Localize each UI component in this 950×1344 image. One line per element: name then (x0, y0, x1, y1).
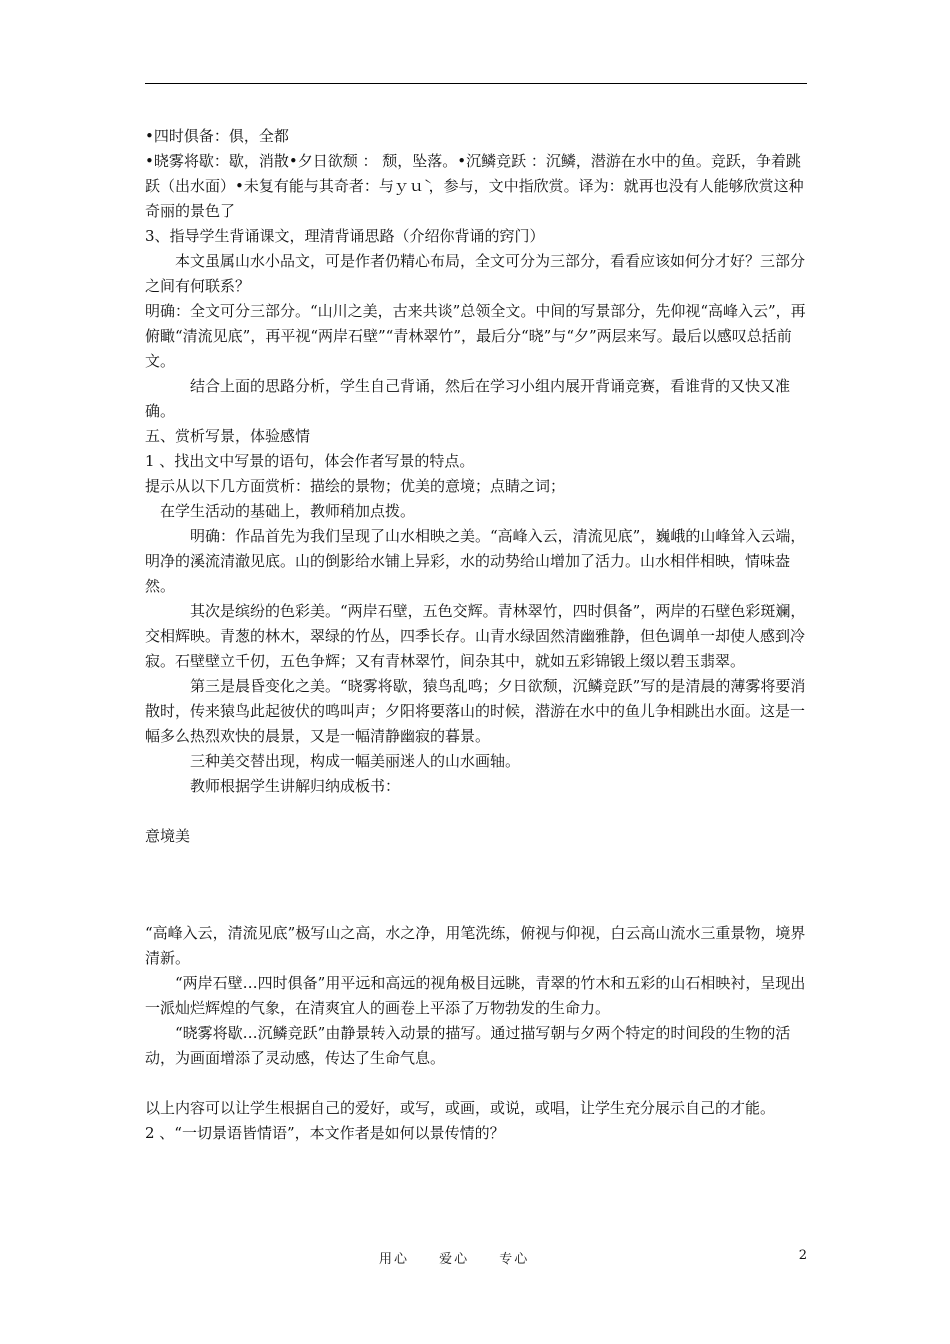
section-heading: 五、赏析写景，体验感情 (145, 427, 311, 445)
body-paragraph: 其次是缤纷的色彩美。“两岸石壁，五色交辉。青林翠竹，四时俱备”，两岸的石壁色彩斑斓，交相辉映。青葱的林木，翠绿的竹丛，四季长存。山青水绿固然清幽雅静，但色调单一却使人感到冷寂。石壁壁立千仞，五色争辉；又有青林翠竹，间杂其中，就如五彩锦锻上缀以碧玉翡翠。 (145, 602, 806, 670)
spacer (145, 849, 810, 921)
body-paragraph: 结合上面的思路分析，学生自己背诵，然后在学习小组内展开背诵竞赛，看谁背的又快又准确。 (145, 377, 791, 420)
body-paragraph: 第三是晨昏变化之美。“晓雾将歇，猿鸟乱鸣；夕日欲颓，沉鳞竞跃”写的是清晨的薄雾将要消散时，传来猿鸟此起彼伏的鸣叫声；夕阳将要落山的时候，潜游在水中的鱼儿争相跳出水面。这是一幅多么热烈欢快的晨景，又是一幅清静幽寂的暮景。 (145, 677, 806, 745)
page-number: 2 (798, 1248, 807, 1263)
note-line: •晓雾将歇：歇，消散•夕日欲颓 ： 颓，坠落。•沉鳞竞跃 ：沉鳞，潜游在水中的鱼。竞跃，争着跳跃（出水面）•未复有能与其奇者：与ｙｕ̀ ，参与，文中指欣赏。译为：就再也没有人能够欣赏这种奇丽的景色了 (145, 152, 804, 220)
note-line: •四时俱备：俱，全都 (145, 127, 289, 145)
board-label: 意境美 (145, 827, 191, 845)
section-heading: 3、指导学生背诵课文，理清背诵思路（介绍你背诵的窍门） (145, 227, 545, 245)
board-paragraph: “两岸石壁…四时俱备”用平远和高远的视角极目远眺，青翠的竹木和五彩的山石相映衬，呈现出一派灿烂辉煌的气象，在清爽宜人的画卷上平添了万物勃发的生命力。 (145, 974, 806, 1017)
spacer (145, 1071, 810, 1096)
section-heading: 1 、找出文中写景的语句，体会作者写景的特点。 (145, 452, 475, 470)
body-paragraph: 三种美交替出现，构成一幅美丽迷人的山水画轴。 (190, 752, 521, 770)
body-paragraph: 以上内容可以让学生根据自己的爱好，或写，或画，或说，或唱，让学生充分展示自己的才能。 (145, 1099, 776, 1117)
body-paragraph: 提示从以下几方面赏析：描绘的景物；优美的意境；点睛之词； (145, 477, 566, 495)
section-heading: 2 、“一切景语皆情语”，本文作者是如何以景传情的？ (145, 1124, 505, 1142)
board-paragraph: “高峰入云，清流见底”极写山之高，水之净，用笔洗练，俯视与仰视，白云高山流水三重景物，境界清新。 (145, 924, 806, 967)
spacer (145, 799, 810, 824)
footer-motto: 用心 爱心 专心 (379, 1252, 530, 1267)
body-paragraph: 明确：全文可分三部分。“山川之美，古来共谈”总领全文。中间的写景部分，先仰视“高峰入云”，再俯瞰“清流见底”，再平视“两岸石壁”“青林翠竹”，最后分“晓”与“夕”两层来写。最后以感叹总括前文。 (145, 302, 806, 370)
body-paragraph: 在学生活动的基础上，教师稍加点拨。 (160, 502, 416, 520)
board-paragraph: “晓雾将歇…沉鳞竞跃”由静景转入动景的描写。通过描写朝与夕两个特定的时间段的生物的活动，为画面增添了灵动感，传达了生命气息。 (145, 1024, 791, 1067)
body-paragraph: 教师根据学生讲解归纳成板书： (190, 777, 401, 795)
document-body (145, 124, 810, 1146)
body-paragraph: 本文虽属山水小品文，可是作者仍精心布局，全文可分为三部分，看看应该如何分才好？三部分之间有何联系？ (145, 252, 806, 295)
body-paragraph: 明确：作品首先为我们呈现了山水相映之美。“高峰入云，清流见底”，巍峨的山峰耸入云端，明净的溪流清澈见底。山的倒影给水铺上异彩，水的动势给山增加了活力。山水相伴相映，情味盎然。 (145, 527, 806, 595)
page-footer (145, 1248, 807, 1270)
header-rule (145, 83, 807, 84)
